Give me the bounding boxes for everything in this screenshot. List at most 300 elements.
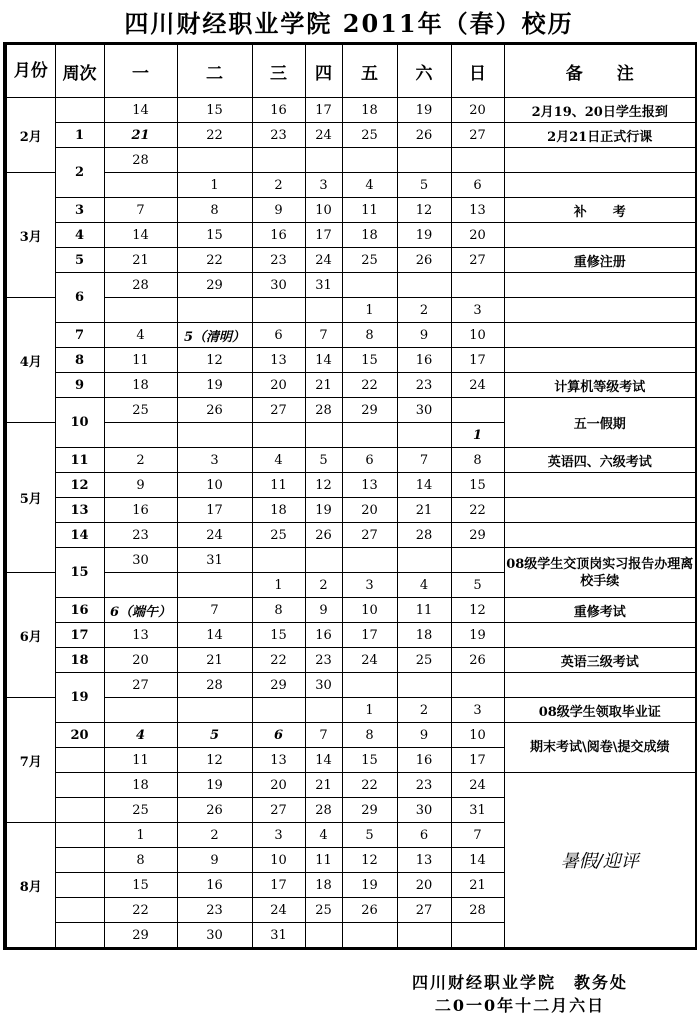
note-classes-start: 2月21日正式行课 [504, 123, 696, 148]
week-row [5, 173, 696, 198]
day-cell-sat [397, 923, 451, 949]
week-number [55, 748, 104, 773]
day-cell-tue: 14 [177, 623, 252, 648]
day-cell-sat: 19 [397, 223, 451, 248]
week-row [5, 398, 696, 423]
day-cell-sun: 15 [451, 473, 504, 498]
day-cell-sat [397, 148, 451, 173]
day-cell-wed: 30 [252, 273, 305, 298]
day-cell-sun: 3 [451, 698, 504, 723]
day-cell-fri: 18 [342, 98, 397, 123]
week-number [55, 848, 104, 873]
day-cell-sun: 31 [451, 798, 504, 823]
month-cell: 2月 [5, 98, 55, 173]
day-cell-thu: 2 [305, 573, 342, 598]
day-cell-fri: 22 [342, 773, 397, 798]
day-cell-mon: 4 [104, 323, 177, 348]
day-cell-sat: 20 [397, 873, 451, 898]
day-cell-thu: 25 [305, 898, 342, 923]
day-cell-fri [342, 923, 397, 949]
day-cell-sat: 25 [397, 648, 451, 673]
day-cell-sat [397, 673, 451, 698]
week-number: 6 [55, 273, 104, 323]
day-cell-sat: 27 [397, 898, 451, 923]
day-cell-sat: 7 [397, 448, 451, 473]
day-cell-tue: 17 [177, 498, 252, 523]
day-cell-sat: 18 [397, 623, 451, 648]
day-cell-tue: 28 [177, 673, 252, 698]
day-cell-sat: 6 [397, 823, 451, 848]
day-cell-tue: 21 [177, 648, 252, 673]
day-cell-fri: 24 [342, 648, 397, 673]
day-cell-mon [104, 423, 177, 448]
day-cell-wed [252, 148, 305, 173]
day-cell-tue: 5 [177, 723, 252, 748]
day-cell-tue: 23 [177, 898, 252, 923]
note-cet46: 英语四、六级考试 [504, 448, 696, 473]
day-cell-tue: 24 [177, 523, 252, 548]
day-cell-thu: 16 [305, 623, 342, 648]
day-cell-wed [252, 698, 305, 723]
day-cell-sun: 19 [451, 623, 504, 648]
day-cell-sat: 4 [397, 573, 451, 598]
day-cell-wed: 10 [252, 848, 305, 873]
day-cell-fri: 13 [342, 473, 397, 498]
week-number [55, 773, 104, 798]
day-cell-thu: 4 [305, 823, 342, 848]
note-empty [504, 623, 696, 648]
day-cell-thu: 21 [305, 773, 342, 798]
day-cell-wed: 23 [252, 123, 305, 148]
day-cell-mon: 23 [104, 523, 177, 548]
note-empty [504, 273, 696, 298]
header-fri: 五 [342, 44, 397, 98]
day-cell-fri: 3 [342, 573, 397, 598]
week-row [5, 523, 696, 548]
day-cell-mon: 16 [104, 498, 177, 523]
day-cell-sat: 30 [397, 798, 451, 823]
week-number: 1 [55, 123, 104, 148]
day-cell-mon: 20 [104, 648, 177, 673]
day-cell-sat: 30 [397, 398, 451, 423]
day-cell-wed: 15 [252, 623, 305, 648]
day-cell-sat: 16 [397, 348, 451, 373]
week-number: 13 [55, 498, 104, 523]
day-cell-sat: 2 [397, 698, 451, 723]
day-cell-tue: 19 [177, 373, 252, 398]
day-cell-mon: 14 [104, 98, 177, 123]
note-registration: 2月19、20日学生报到 [504, 98, 696, 123]
day-cell-thu: 12 [305, 473, 342, 498]
day-cell-fri: 1 [342, 698, 397, 723]
day-cell-sun: 20 [451, 98, 504, 123]
day-cell-wed: 6 [252, 723, 305, 748]
day-cell-wed: 20 [252, 373, 305, 398]
week-row [5, 598, 696, 623]
day-cell-wed: 13 [252, 748, 305, 773]
week-row [5, 723, 696, 748]
header-wed: 三 [252, 44, 305, 98]
day-cell-fri: 26 [342, 898, 397, 923]
day-cell-mon: 7 [104, 198, 177, 223]
day-cell-wed [252, 298, 305, 323]
day-cell-sat: 12 [397, 198, 451, 223]
month-cell: 4月 [5, 298, 55, 423]
day-cell-wed: 3 [252, 823, 305, 848]
day-cell-thu: 23 [305, 648, 342, 673]
day-cell-sat: 16 [397, 748, 451, 773]
day-cell-tue [177, 573, 252, 598]
day-cell-tue: 3 [177, 448, 252, 473]
day-cell-fri: 11 [342, 198, 397, 223]
day-cell-fri: 19 [342, 873, 397, 898]
day-cell-sat: 9 [397, 323, 451, 348]
day-cell-fri: 6 [342, 448, 397, 473]
day-cell-sun [451, 673, 504, 698]
month-cell: 7月 [5, 698, 55, 823]
day-cell-sun [451, 548, 504, 573]
day-cell-tue [177, 698, 252, 723]
day-cell-mon: 13 [104, 623, 177, 648]
day-cell-thu: 18 [305, 873, 342, 898]
day-cell-thu: 28 [305, 398, 342, 423]
day-cell-sun: 6 [451, 173, 504, 198]
day-cell-sun: 14 [451, 848, 504, 873]
day-cell-tue: 22 [177, 248, 252, 273]
day-cell-fri: 8 [342, 323, 397, 348]
day-cell-sun: 3 [451, 298, 504, 323]
footer-issuer: 四川财经职业学院 教务处 [411, 973, 628, 992]
day-cell-sat: 21 [397, 498, 451, 523]
day-cell-mon: 27 [104, 673, 177, 698]
day-cell-tue: 5（清明） [177, 323, 252, 348]
day-cell-thu: 14 [305, 348, 342, 373]
week-row [5, 623, 696, 648]
day-cell-sat: 13 [397, 848, 451, 873]
month-cell: 5月 [5, 423, 55, 573]
day-cell-tue: 31 [177, 548, 252, 573]
day-cell-mon [104, 173, 177, 198]
day-cell-sat: 26 [397, 123, 451, 148]
week-row [5, 273, 696, 298]
day-cell-sat: 26 [397, 248, 451, 273]
week-row [5, 673, 696, 698]
day-cell-mon: 6（端午） [104, 598, 177, 623]
week-number [55, 873, 104, 898]
week-number [55, 798, 104, 823]
day-cell-mon: 30 [104, 548, 177, 573]
day-cell-tue: 15 [177, 223, 252, 248]
day-cell-fri: 20 [342, 498, 397, 523]
day-cell-fri: 1 [342, 298, 397, 323]
day-cell-tue: 22 [177, 123, 252, 148]
day-cell-fri [342, 548, 397, 573]
day-cell-sun [451, 148, 504, 173]
day-cell-sun: 10 [451, 723, 504, 748]
day-cell-sun [451, 923, 504, 949]
calendar-body [5, 98, 696, 949]
week-number [55, 98, 104, 123]
day-cell-wed: 29 [252, 673, 305, 698]
header-mon: 一 [104, 44, 177, 98]
day-cell-fri: 22 [342, 373, 397, 398]
day-cell-wed: 24 [252, 898, 305, 923]
note-makeup-exam: 补 考 [504, 198, 696, 223]
day-cell-sat: 5 [397, 173, 451, 198]
day-cell-thu: 5 [305, 448, 342, 473]
header-notes: 备 注 [504, 44, 696, 98]
day-cell-thu [305, 548, 342, 573]
note-may-day: 五一假期 [504, 398, 696, 448]
day-cell-thu [305, 148, 342, 173]
day-cell-tue: 19 [177, 773, 252, 798]
day-cell-tue: 1 [177, 173, 252, 198]
week-number: 3 [55, 198, 104, 223]
note-computer-exam: 计算机等级考试 [504, 373, 696, 398]
header-row [5, 44, 696, 98]
day-cell-tue: 9 [177, 848, 252, 873]
note-empty [504, 173, 696, 198]
day-cell-fri: 25 [342, 123, 397, 148]
day-cell-fri: 10 [342, 598, 397, 623]
day-cell-wed: 27 [252, 798, 305, 823]
day-cell-mon: 14 [104, 223, 177, 248]
day-cell-wed: 1 [252, 573, 305, 598]
day-cell-sun: 22 [451, 498, 504, 523]
week-row [5, 448, 696, 473]
day-cell-sat: 28 [397, 523, 451, 548]
note-graduation-cert: 08级学生领取毕业证 [504, 698, 696, 723]
note-empty [504, 348, 696, 373]
day-cell-thu [305, 923, 342, 949]
week-number [55, 923, 104, 949]
header-sat: 六 [397, 44, 451, 98]
header-tue: 二 [177, 44, 252, 98]
week-number [55, 898, 104, 923]
day-cell-wed: 31 [252, 923, 305, 949]
day-cell-sat: 23 [397, 373, 451, 398]
day-cell-sun: 20 [451, 223, 504, 248]
week-row [5, 198, 696, 223]
day-cell-sun [451, 273, 504, 298]
week-number: 5 [55, 248, 104, 273]
day-cell-wed: 2 [252, 173, 305, 198]
note-summer: 暑假/迎评 [504, 773, 696, 949]
day-cell-tue: 30 [177, 923, 252, 949]
week-number: 10 [55, 398, 104, 448]
day-cell-thu: 9 [305, 598, 342, 623]
week-number: 11 [55, 448, 104, 473]
day-cell-mon: 18 [104, 373, 177, 398]
week-number: 14 [55, 523, 104, 548]
day-cell-sat: 11 [397, 598, 451, 623]
day-cell-sat: 2 [397, 298, 451, 323]
day-cell-mon: 21 [104, 248, 177, 273]
day-cell-wed: 25 [252, 523, 305, 548]
day-cell-sun: 24 [451, 773, 504, 798]
day-cell-tue: 10 [177, 473, 252, 498]
day-cell-sun: 21 [451, 873, 504, 898]
day-cell-thu: 30 [305, 673, 342, 698]
day-cell-mon: 28 [104, 148, 177, 173]
day-cell-fri: 15 [342, 348, 397, 373]
day-cell-wed: 23 [252, 248, 305, 273]
day-cell-sun: 7 [451, 823, 504, 848]
day-cell-thu: 17 [305, 223, 342, 248]
day-cell-fri: 25 [342, 248, 397, 273]
day-cell-thu [305, 423, 342, 448]
day-cell-wed [252, 548, 305, 573]
day-cell-wed: 4 [252, 448, 305, 473]
day-cell-wed: 8 [252, 598, 305, 623]
week-number: 9 [55, 373, 104, 398]
day-cell-fri: 5 [342, 823, 397, 848]
day-cell-mon: 18 [104, 773, 177, 798]
header-week: 周次 [55, 44, 104, 98]
day-cell-thu: 3 [305, 173, 342, 198]
note-empty [504, 223, 696, 248]
header-sun: 日 [451, 44, 504, 98]
day-cell-sat [397, 273, 451, 298]
week-row [5, 248, 696, 273]
day-cell-mon: 2 [104, 448, 177, 473]
day-cell-fri: 15 [342, 748, 397, 773]
day-cell-thu: 19 [305, 498, 342, 523]
day-cell-wed: 17 [252, 873, 305, 898]
day-cell-wed: 9 [252, 198, 305, 223]
day-cell-sun: 24 [451, 373, 504, 398]
note-empty [504, 323, 696, 348]
week-row [5, 148, 696, 173]
day-cell-sun: 17 [451, 348, 504, 373]
day-cell-wed: 13 [252, 348, 305, 373]
day-cell-mon: 25 [104, 798, 177, 823]
week-row [5, 498, 696, 523]
day-cell-fri: 18 [342, 223, 397, 248]
month-cell: 3月 [5, 173, 55, 298]
day-cell-sat [397, 548, 451, 573]
day-cell-tue: 7 [177, 598, 252, 623]
week-row [5, 348, 696, 373]
day-cell-tue [177, 298, 252, 323]
day-cell-fri: 12 [342, 848, 397, 873]
day-cell-wed [252, 423, 305, 448]
day-cell-fri: 29 [342, 398, 397, 423]
week-number [55, 823, 104, 848]
week-row [5, 123, 696, 148]
day-cell-tue: 15 [177, 98, 252, 123]
day-cell-sun: 28 [451, 898, 504, 923]
day-cell-fri [342, 148, 397, 173]
day-cell-tue: 12 [177, 348, 252, 373]
day-cell-tue: 26 [177, 398, 252, 423]
month-cell: 8月 [5, 823, 55, 949]
week-number: 8 [55, 348, 104, 373]
day-cell-sun: 27 [451, 248, 504, 273]
day-cell-wed: 11 [252, 473, 305, 498]
day-cell-fri [342, 423, 397, 448]
week-row [5, 473, 696, 498]
day-cell-fri: 17 [342, 623, 397, 648]
day-cell-thu: 24 [305, 123, 342, 148]
day-cell-sun [451, 398, 504, 423]
page-title: 四川财经职业学院 2011年（春）校历 [124, 9, 574, 38]
day-cell-sat: 23 [397, 773, 451, 798]
note-empty [504, 673, 696, 698]
week-number: 4 [55, 223, 104, 248]
note-retake-registration: 重修注册 [504, 248, 696, 273]
day-cell-sun: 12 [451, 598, 504, 623]
week-number: 19 [55, 673, 104, 723]
day-cell-thu: 21 [305, 373, 342, 398]
day-cell-wed: 16 [252, 98, 305, 123]
school-calendar-table [3, 42, 697, 950]
day-cell-sun: 8 [451, 448, 504, 473]
week-number: 17 [55, 623, 104, 648]
day-cell-thu: 7 [305, 323, 342, 348]
day-cell-sun: 5 [451, 573, 504, 598]
day-cell-mon: 4 [104, 723, 177, 748]
day-cell-sun: 10 [451, 323, 504, 348]
week-row [5, 773, 696, 798]
day-cell-sat: 19 [397, 98, 451, 123]
day-cell-sun: 17 [451, 748, 504, 773]
day-cell-sun: 27 [451, 123, 504, 148]
day-cell-mon [104, 298, 177, 323]
footer-date: 二0一0年十二月六日 [434, 996, 606, 1015]
header-thu: 四 [305, 44, 342, 98]
day-cell-sun: 13 [451, 198, 504, 223]
day-cell-tue: 12 [177, 748, 252, 773]
day-cell-fri [342, 673, 397, 698]
note-empty [504, 498, 696, 523]
week-number: 20 [55, 723, 104, 748]
day-cell-wed: 22 [252, 648, 305, 673]
day-cell-thu: 31 [305, 273, 342, 298]
day-cell-mon: 15 [104, 873, 177, 898]
note-empty [504, 298, 696, 323]
day-cell-fri: 4 [342, 173, 397, 198]
week-number: 12 [55, 473, 104, 498]
day-cell-mon [104, 573, 177, 598]
day-cell-thu [305, 698, 342, 723]
note-retake-exam: 重修考试 [504, 598, 696, 623]
day-cell-wed: 20 [252, 773, 305, 798]
day-cell-tue [177, 423, 252, 448]
day-cell-fri: 29 [342, 798, 397, 823]
week-row [5, 648, 696, 673]
week-row [5, 298, 696, 323]
day-cell-mon: 1 [104, 823, 177, 848]
day-cell-sat: 14 [397, 473, 451, 498]
day-cell-thu [305, 298, 342, 323]
week-row [5, 698, 696, 723]
day-cell-mon: 29 [104, 923, 177, 949]
note-final-exam: 期末考试\阅卷\提交成绩 [504, 723, 696, 773]
day-cell-tue: 29 [177, 273, 252, 298]
week-row [5, 98, 696, 123]
day-cell-thu: 26 [305, 523, 342, 548]
day-cell-mon: 8 [104, 848, 177, 873]
day-cell-wed: 16 [252, 223, 305, 248]
week-number: 15 [55, 548, 104, 598]
note-english3: 英语三级考试 [504, 648, 696, 673]
day-cell-fri: 8 [342, 723, 397, 748]
week-row [5, 548, 696, 573]
day-cell-thu: 28 [305, 798, 342, 823]
day-cell-tue: 26 [177, 798, 252, 823]
day-cell-fri: 27 [342, 523, 397, 548]
